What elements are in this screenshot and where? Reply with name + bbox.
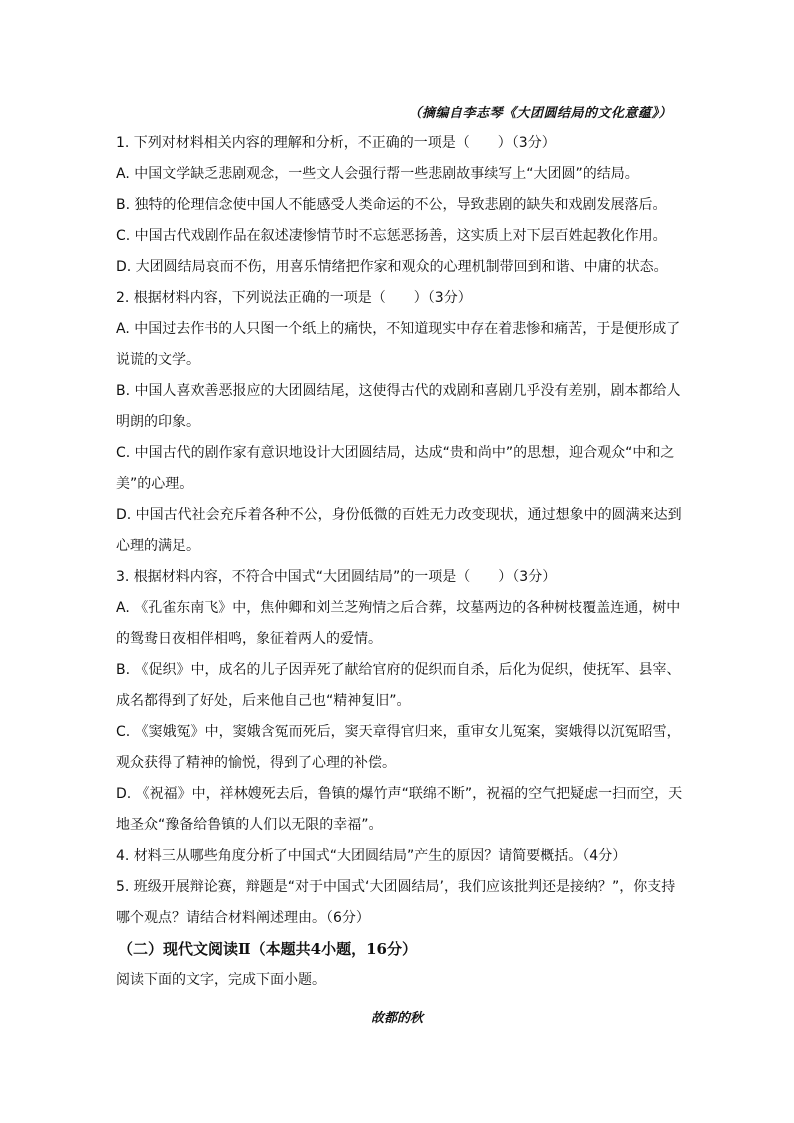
question-3-option-b: B. 《促织》中，成名的儿子因弄死了献给官府的促织而自杀，后化为促织，使抚军、县宰、成名都得到了好处，后来他自己也“精神复旧”。 <box>116 662 681 709</box>
question-1-stem: 1. 下列对材料相关内容的理解和分析，不正确的一项是（ ）（3分） <box>116 135 556 151</box>
question-3-option-d: D. 《祝福》中，祥林嫂死去后，鲁镇的爆竹声“联绵不断”，祝福的空气把疑虑一扫而空，天地圣众“豫备给鲁镇的人们以无限的幸福”。 <box>116 786 683 833</box>
question-1-option-c: C. 中国古代戏剧作品在叙述凄惨情节时不忘惩恶扬善，这实质上对下层百姓起教化作用。 <box>116 228 667 244</box>
article-title: 故都的秋 <box>370 1011 423 1026</box>
source-note: （摘编自李志琴《大团圆结局的文化意蕴》） <box>408 106 672 121</box>
question-2-stem: 2. 根据材料内容，下列说法正确的一项是（ ）（3分） <box>116 290 472 306</box>
question-1-option-b: B. 独特的伦理信念使中国人不能感受人类命运的不公，导致悲剧的缺失和戏剧发展落后。 <box>116 197 667 213</box>
question-2-option-d: D. 中国古代社会充斥着各种不公，身份低微的百姓无力改变现状，通过想象中的圆满来达到心理的满足。 <box>116 507 682 554</box>
question-2-option-b: B. 中国人喜欢善恶报应的大团圆结尾，这使得古代的戏剧和喜剧几乎没有差别，剧本都给人明朗的印象。 <box>116 383 681 430</box>
question-content <box>116 128 684 996</box>
reading-instruction: 阅读下面的文字，完成下面小题。 <box>116 972 326 988</box>
question-3-option-a: A. 《孔雀东南飞》中，焦仲卿和刘兰芝殉情之后合葬，坟墓两边的各种树枝覆盖连通，树中的鸳鸯日夜相伴相鸣，象征着两人的爱情。 <box>116 600 681 647</box>
question-1-option-a: A. 中国文学缺乏悲剧观念，一些文人会强行帮一些悲剧故事续写上“大团圆”的结局。 <box>116 166 639 182</box>
question-3-option-c: C. 《窦娥冤》中，窦娥含冤而死后，窦天章得官归来，重审女儿冤案，窦娥得以沉冤昭雪，观众获得了精神的愉悦，得到了心理的补偿。 <box>116 724 681 771</box>
question-2-option-a: A. 中国过去作书的人只图一个纸上的痛快，不知道现实中存在着悲惨和痛苦，于是便形成了说谎的文学。 <box>116 321 681 368</box>
section-heading: （二）现代文阅读Ⅱ（本题共4小题，16分） <box>118 940 417 958</box>
question-3-stem: 3. 根据材料内容，不符合中国式“大团圆结局”的一项是（ ）（3分） <box>116 569 557 585</box>
question-1-option-d: D. 大团圆结局哀而不伤，用喜乐情绪把作家和观众的心理机制带回到和谐、中庸的状态。 <box>116 259 668 275</box>
question-2-option-c: C. 中国古代的剧作家有意识地设计大团圆结局，达成“贵和尚中”的思想，迎合观众“中和之美”的心理。 <box>116 445 675 492</box>
question-4: 4. 材料三从哪些角度分析了中国式“大团圆结局”产生的原因？请简要概括。（4分） <box>116 848 627 864</box>
question-5: 5. 班级开展辩论赛，辩题是“对于中国式‘大团圆结局’，我们应该批判还是接纳？”，你支持哪个观点？请结合材料阐述理由。（6分） <box>116 879 676 926</box>
